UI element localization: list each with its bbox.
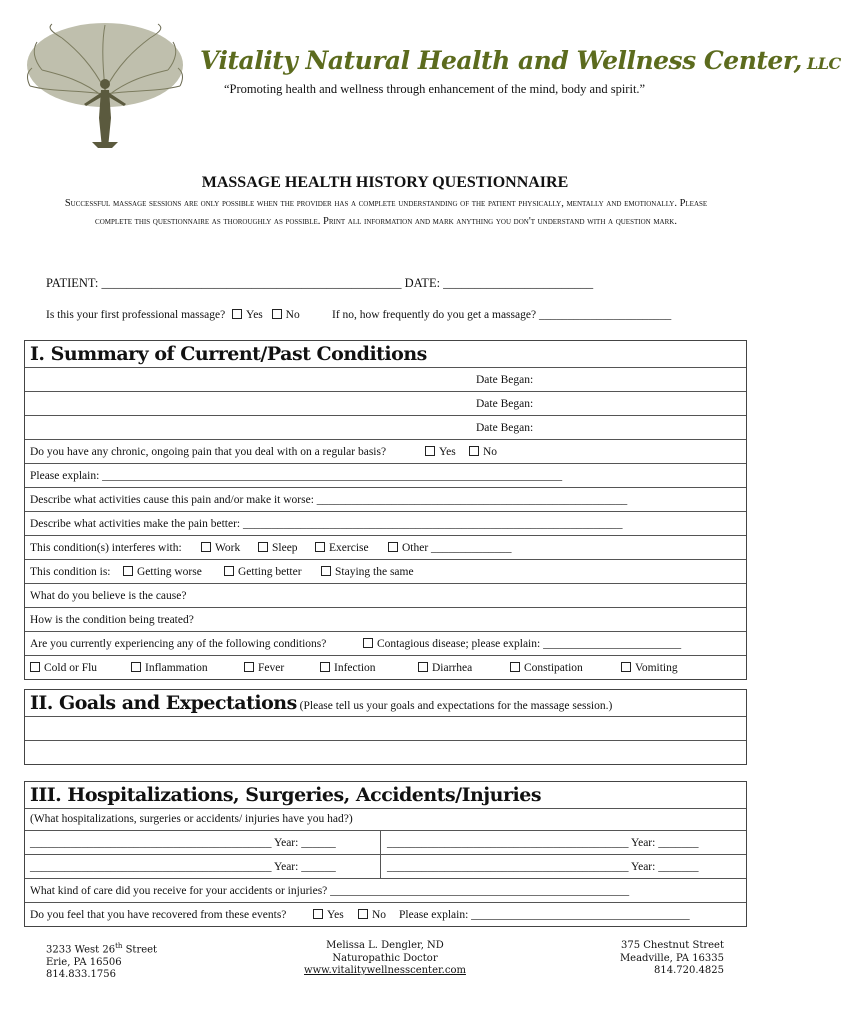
pain-better-field[interactable]: Describe what activities make the pain better: __________________________________________________________________ [25, 511, 746, 535]
section-heading-row [25, 341, 746, 367]
section-heading: III. Hospitalizations, Surgeries, Accidents/Injuries [30, 784, 542, 806]
fever-checkbox[interactable] [244, 662, 254, 672]
condition-row[interactable]: Date Began: [25, 391, 746, 415]
patient-date-line[interactable]: PATIENT: ________________________________________________ DATE: ________________________ [46, 276, 594, 290]
section-heading: I. Summary of Current/Past Conditions [30, 343, 427, 365]
questionnaire-intro: Successful massage sessions are only possible when the provider has a complete understanding of the patient physically, mentally and emotionally. Please complete this questionnaire as thoroughly as possible. Print all information and mark anything you don't understand with a question mark. [64, 198, 708, 227]
interferes-other-checkbox[interactable] [388, 542, 398, 552]
recovered-row: Do you feel that you have recovered from these events? Yes No Please explain: ______________________________________ [25, 902, 746, 926]
interferes-work-checkbox[interactable] [201, 542, 211, 552]
recovered-no-checkbox[interactable] [358, 909, 368, 919]
section-heading-row [25, 782, 746, 808]
contagious-checkbox[interactable] [363, 638, 373, 648]
section-heading: II. Goals and Expectations (Please tell us your goals and expectations for the massage session.) [30, 692, 613, 714]
getting-worse-checkbox[interactable] [123, 566, 133, 576]
questionnaire-title: MASSAGE HEALTH HISTORY QUESTIONNAIRE [201, 174, 569, 191]
first-massage-question: Is this your first professional massage? Yes No [46, 309, 300, 321]
experiencing-row: Are you currently experiencing any of the following conditions? Contagious disease; please explain: ________________________ [25, 631, 746, 655]
interferes-row: This condition(s) interferes with: Work Sleep Exercise Other ______________ [25, 535, 746, 559]
massage-frequency-field[interactable]: If no, how frequently do you get a massage? _______________________ [332, 309, 672, 321]
first-massage-no-checkbox[interactable] [272, 309, 282, 319]
conditions-list-row: Cold or Flu Inflammation Fever Infection Diarrhea Constipation Vomiting [25, 655, 746, 679]
getting-better-checkbox[interactable] [224, 566, 234, 576]
chronic-yes-checkbox[interactable] [425, 446, 435, 456]
hospitalization-entry-field[interactable]: __________________________________________ Year: _______ [387, 837, 699, 849]
section-hospitalizations [24, 781, 747, 927]
chronic-pain-row: Do you have any chronic, ongoing pain that you deal with on a regular basis? Yes No [25, 439, 746, 463]
brand-title: Vitality Natural Health and Wellness Center, LLC [200, 46, 841, 75]
vomiting-checkbox[interactable] [621, 662, 631, 672]
goals-line[interactable] [25, 716, 746, 740]
hospitalization-subheading: (What hospitalizations, surgeries or accidents/ injuries have you had?) [25, 808, 746, 830]
please-explain-field[interactable]: Please explain: ________________________________________________________________________________ [25, 463, 746, 487]
cause-field[interactable]: What do you believe is the cause? [25, 583, 746, 607]
brand-tagline: “Promoting health and wellness through enhancement of the mind, body and spirit.” [224, 82, 646, 96]
section-goals [24, 689, 747, 765]
first-massage-yes-checkbox[interactable] [232, 309, 242, 319]
tree-logo-icon [22, 20, 188, 150]
hospitalization-entry-field[interactable]: __________________________________________ Year: ______ [30, 861, 336, 873]
website-link[interactable]: www.vitalitywellnesscenter.com [304, 965, 466, 976]
treatment-field[interactable]: How is the condition being treated? [25, 607, 746, 631]
footer-erie-address: 3233 West 26th Street Erie, PA 16506 814.833.1756 [46, 942, 158, 981]
condition-row[interactable]: Date Began: [25, 415, 746, 439]
hospitalization-entry-row [25, 830, 746, 854]
footer-meadville-address: 375 Chestnut Street Meadville, PA 16335 814.720.4825 [619, 940, 724, 976]
recovered-explain-field[interactable]: Please explain: ______________________________________ [399, 909, 690, 921]
cold-flu-checkbox[interactable] [30, 662, 40, 672]
constipation-checkbox[interactable] [510, 662, 520, 672]
inflammation-checkbox[interactable] [131, 662, 141, 672]
goals-line[interactable] [25, 740, 746, 764]
condition-status-row: This condition is: Getting worse Getting better Staying the same [25, 559, 746, 583]
diarrhea-checkbox[interactable] [418, 662, 428, 672]
interferes-exercise-checkbox[interactable] [315, 542, 325, 552]
infection-checkbox[interactable] [320, 662, 330, 672]
section-heading-row [25, 690, 746, 716]
hospitalization-entry-row [25, 854, 746, 878]
condition-row[interactable]: Date Began: [25, 367, 746, 391]
chronic-no-checkbox[interactable] [469, 446, 479, 456]
section-current-conditions [24, 340, 747, 680]
pain-worse-field[interactable]: Describe what activities cause this pain and/or make it worse: ______________________________________________________ [25, 487, 746, 511]
staying-same-checkbox[interactable] [321, 566, 331, 576]
interferes-sleep-checkbox[interactable] [258, 542, 268, 552]
recovered-yes-checkbox[interactable] [313, 909, 323, 919]
hospitalization-entry-field[interactable]: __________________________________________ Year: _______ [387, 861, 699, 873]
footer-provider: Melissa L. Dengler, ND Naturopathic Doctor www.vitalitywellnesscenter.com [304, 940, 466, 976]
hospitalization-entry-field[interactable]: __________________________________________ Year: ______ [30, 837, 336, 849]
care-received-field[interactable]: What kind of care did you receive for your accidents or injuries? ____________________________________________________ [25, 878, 746, 902]
